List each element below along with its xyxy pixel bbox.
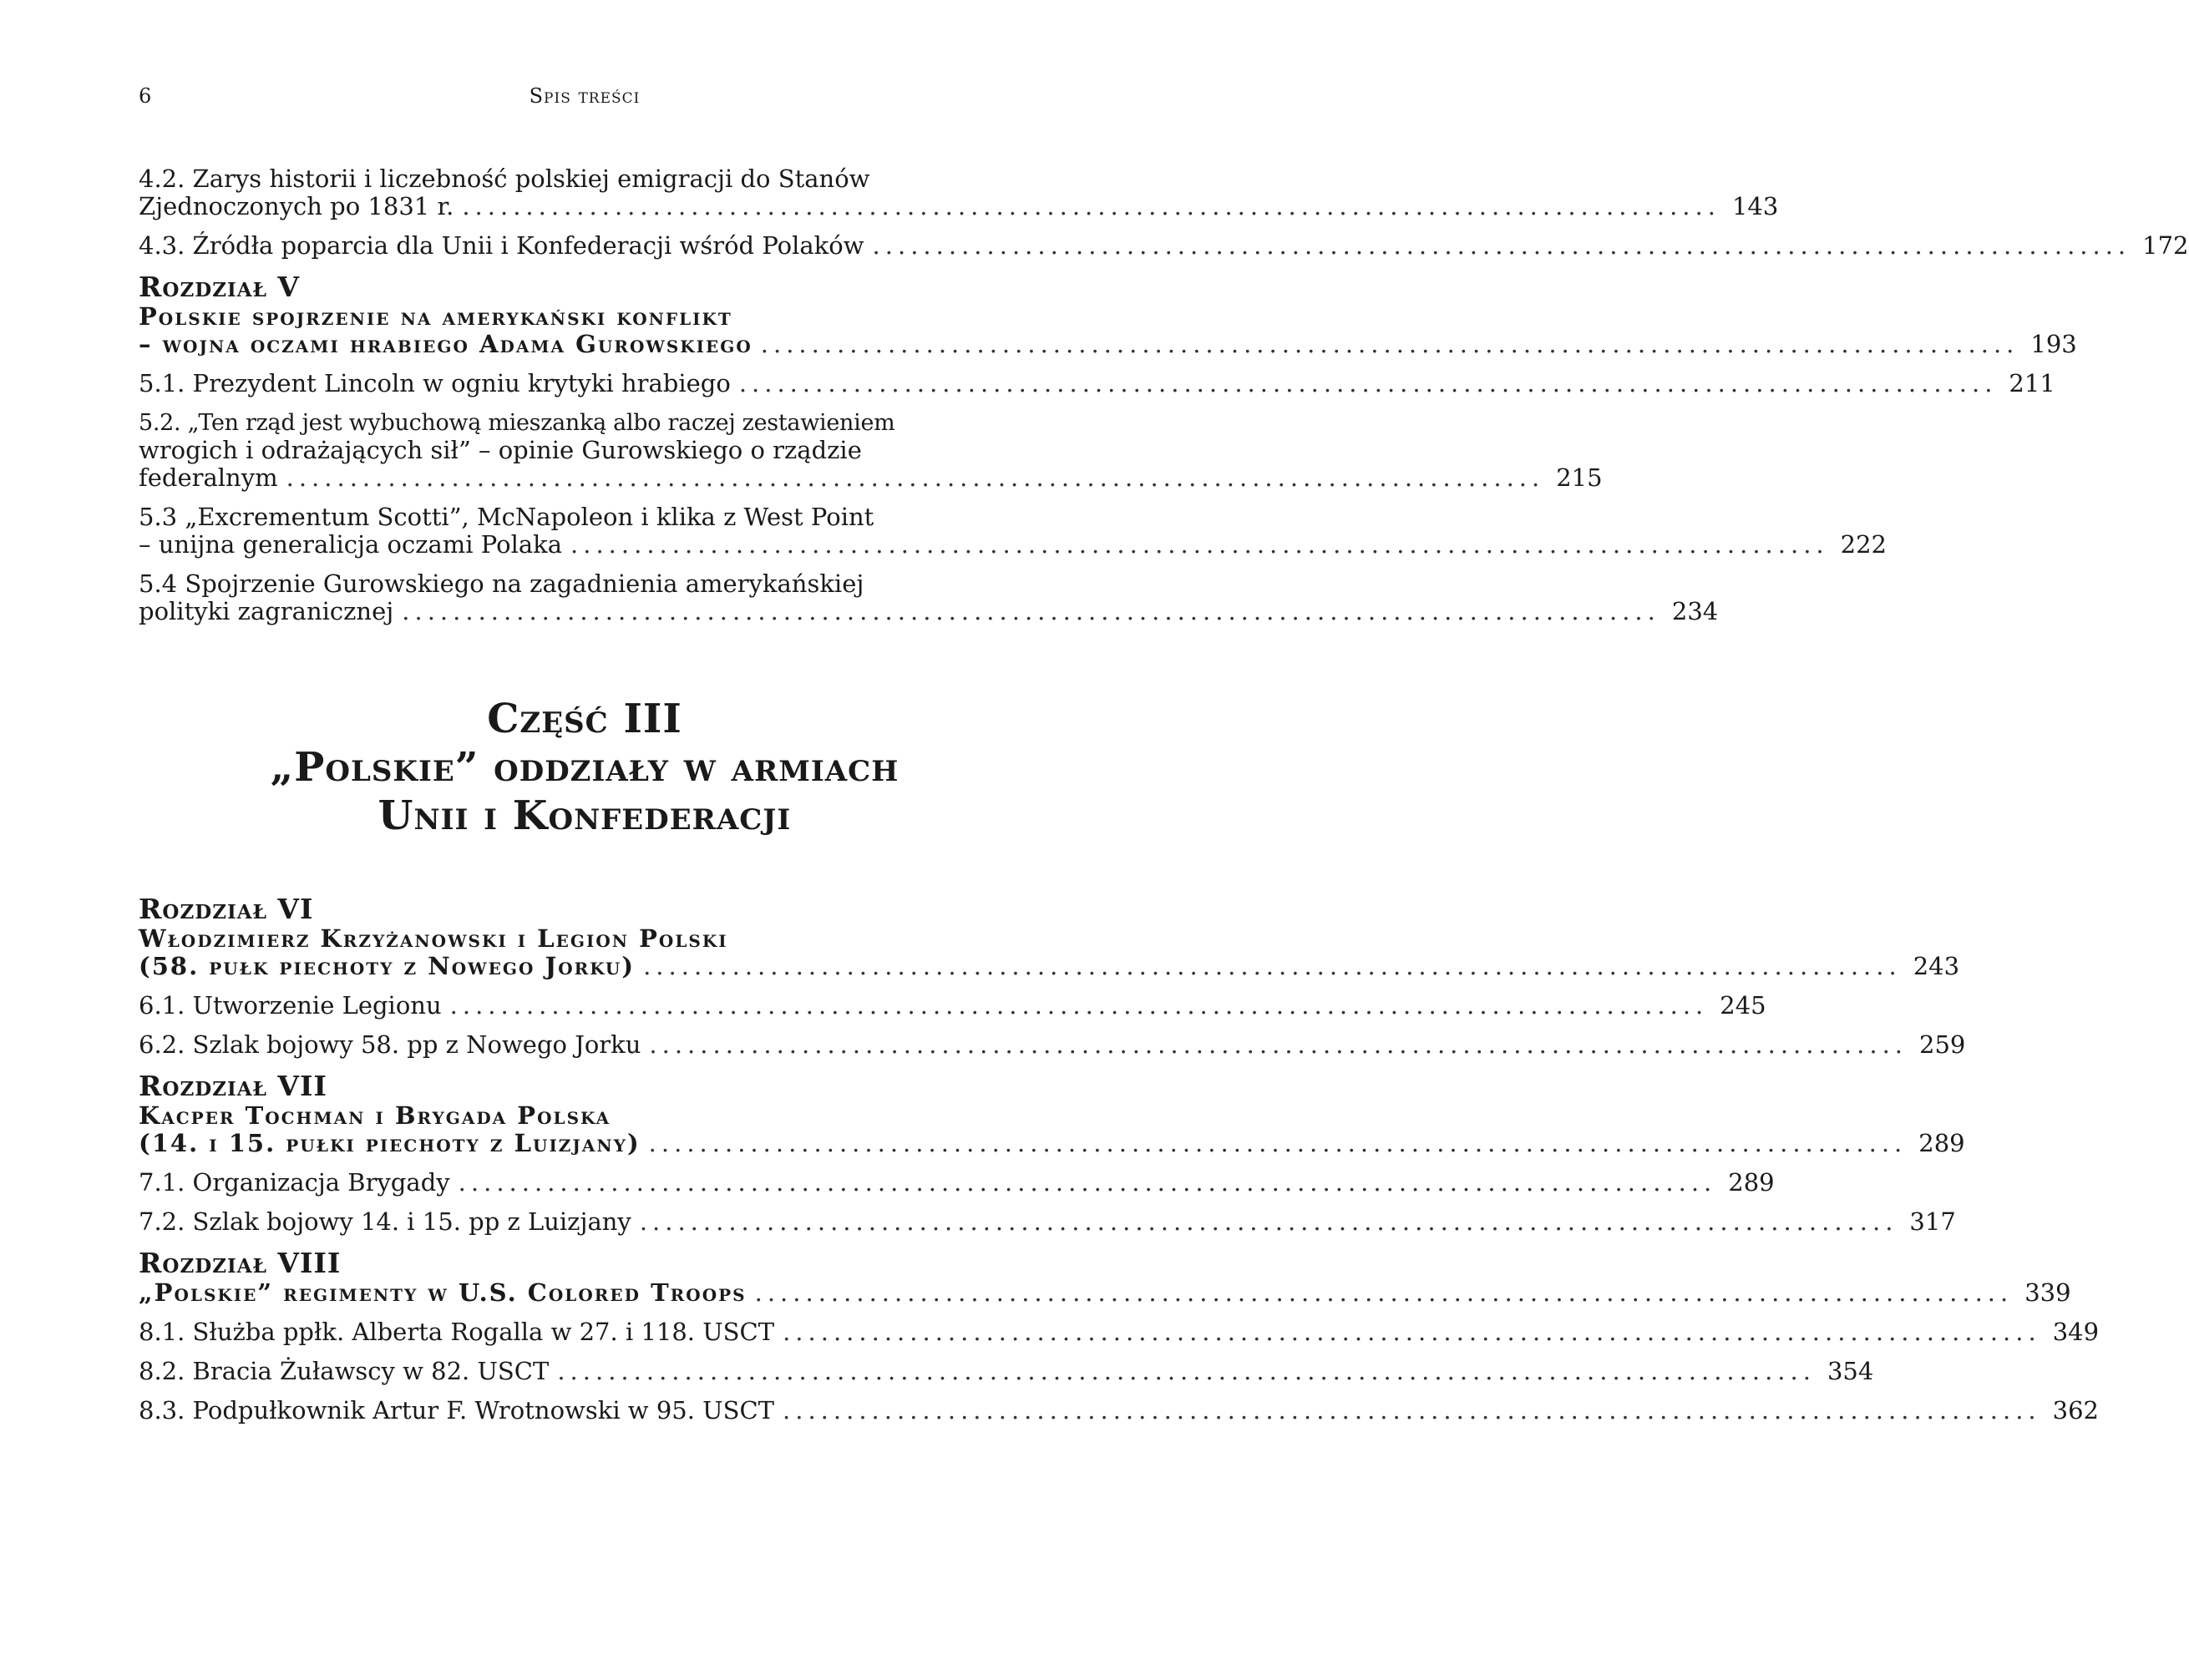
chapter-title-text: (14. i 15. pułki piechoty z Luizjany): [139, 1129, 641, 1157]
chapter-title-text: – wojna oczami hrabiego Adama Gurowskiego: [139, 330, 752, 358]
entry-text: 5.4 Spojrzenie Gurowskiego na zagadnienia amerykańskiej: [139, 569, 864, 598]
part-heading-line: „Polskie” oddziały w armiach: [270, 744, 899, 791]
chapter-title: [139, 302, 2077, 358]
toc-entry: [139, 1207, 1956, 1236]
entry-page: 193: [2030, 330, 2077, 358]
leader-dots: ...................................................................................................: [872, 231, 2131, 260]
leader-dots: ...................................................................................................: [649, 1030, 1908, 1059]
leader-dots: ...................................................................................................: [449, 991, 1709, 1020]
chapter-title: [139, 1278, 2071, 1307]
entry-text: wrogich i odrażających sił” – opinie Gurowskiego o rządzie: [139, 436, 862, 464]
entry-text: 5.2. „Ten rząd jest wybuchową mieszanką albo raczej zestawieniem: [139, 410, 895, 436]
entry-text: 6.1. Utworzenie Legionu: [139, 991, 442, 1020]
toc-entry: [139, 164, 1779, 220]
leader-dots: ...................................................................................................: [286, 463, 1545, 492]
entry-page: 362: [2052, 1396, 2099, 1424]
chapter-title-text: (58. pułk piechoty z Nowego Jorku): [139, 952, 636, 980]
entry-page: 259: [1919, 1030, 1966, 1059]
toc-block-1: [139, 164, 2189, 637]
part-heading: [0, 695, 1169, 840]
toc-entry: [139, 409, 1603, 492]
entry-page: 172: [2142, 231, 2189, 260]
toc-entry: [139, 991, 1766, 1020]
toc-entry: [139, 1357, 1874, 1385]
entry-text: 5.3 „Excrementum Scotti”, McNapoleon i klika z West Point: [139, 503, 874, 531]
entry-page: 354: [1827, 1357, 1874, 1385]
entry-page: 222: [1840, 530, 1887, 559]
entry-text: federalnym: [139, 463, 278, 492]
chapter-title-text: Polskie spojrzenie na amerykański konflikt: [139, 302, 732, 331]
entry-text: 4.2. Zarys historii i liczebność polskiej emigracji do Stanów: [139, 164, 870, 193]
leader-dots: ...................................................................................................: [402, 597, 1660, 625]
entry-page: 317: [1909, 1207, 1956, 1236]
leader-dots: ...................................................................................................: [570, 530, 1829, 559]
part-heading-line: Część III: [487, 696, 682, 742]
leader-dots: ...................................................................................................: [738, 369, 1998, 397]
toc-entry: [139, 231, 2189, 260]
part-heading-line: Unii i Konfederacji: [378, 792, 792, 839]
chapter-title-text: Włodzimierz Krzyżanowski i Legion Polski: [139, 924, 728, 953]
leader-dots: ...................................................................................................: [458, 1168, 1717, 1197]
leader-dots: ...................................................................................................: [754, 1278, 2014, 1307]
toc-entry: [139, 1030, 1966, 1059]
leader-dots: ...................................................................................................: [557, 1357, 1816, 1385]
leader-dots: ...................................................................................................: [643, 952, 1902, 980]
leader-dots: ...................................................................................................: [639, 1207, 1898, 1236]
toc-entry: [139, 369, 2055, 397]
chapter-label: Rozdział VIII: [139, 1247, 342, 1279]
entry-page: 245: [1720, 991, 1766, 1020]
chapter-label: Rozdział V: [139, 271, 301, 303]
entry-text: 7.1. Organizacja Brygady: [139, 1168, 450, 1197]
toc-entry: [139, 503, 1887, 559]
entry-text: 5.1. Prezydent Lincoln w ogniu krytyki hrabiego: [139, 369, 731, 397]
leader-dots: ...................................................................................................: [648, 1129, 1908, 1157]
leader-dots: ...................................................................................................: [462, 192, 1720, 220]
entry-text: Zjednoczonych po 1831 r.: [139, 192, 454, 220]
entry-text: 8.3. Podpułkownik Artur F. Wrotnowski w 95. USCT: [139, 1396, 775, 1424]
entry-page: 349: [2052, 1318, 2100, 1346]
entry-text: 8.1. Służba ppłk. Alberta Rogalla w 27. i 118. USCT: [139, 1318, 775, 1346]
chapter-title: [139, 1101, 1965, 1157]
leader-dots: ...................................................................................................: [783, 1318, 2041, 1346]
entry-text: 8.2. Bracia Żuławscy w 82. USCT: [139, 1357, 550, 1385]
entry-text: – unijna generalicja oczami Polaka: [139, 530, 563, 559]
toc-block-2: [139, 888, 2100, 1436]
chapter-title: [139, 924, 1960, 980]
entry-page: 215: [1556, 463, 1603, 492]
entry-page: 289: [1918, 1129, 1965, 1157]
entry-page: 339: [2024, 1278, 2071, 1307]
entry-page: 243: [1913, 952, 1960, 980]
chapter-label: Rozdział VII: [139, 1070, 327, 1102]
toc-entry: [139, 1396, 2099, 1424]
entry-page: 211: [2009, 369, 2055, 397]
entry-text: 4.3. Źródła poparcia dla Unii i Konfederacji wśród Polaków: [139, 231, 864, 260]
entry-text: 6.2. Szlak bojowy 58. pp z Nowego Jorku: [139, 1030, 641, 1059]
entry-page: 234: [1671, 597, 1719, 625]
toc-entry: [139, 569, 1719, 625]
chapter-label: Rozdział VI: [139, 893, 314, 925]
entry-text: polityki zagranicznej: [139, 597, 394, 625]
entry-page: 289: [1728, 1168, 1775, 1197]
leader-dots: ...................................................................................................: [783, 1396, 2041, 1424]
toc-entry: [139, 1168, 1775, 1197]
toc-entry: [139, 1318, 2100, 1346]
chapter-title-text: „Polskie” regimenty w U.S. Colored Troops: [139, 1278, 747, 1307]
page-number: 6: [139, 84, 152, 108]
chapter-title-text: Kacper Tochman i Brygada Polska: [139, 1101, 611, 1130]
running-header: Spis treści: [529, 84, 641, 108]
leader-dots: ...................................................................................................: [760, 330, 2019, 358]
entry-text: 7.2. Szlak bojowy 14. i 15. pp z Luizjany: [139, 1207, 631, 1236]
entry-page: 143: [1731, 192, 1779, 220]
